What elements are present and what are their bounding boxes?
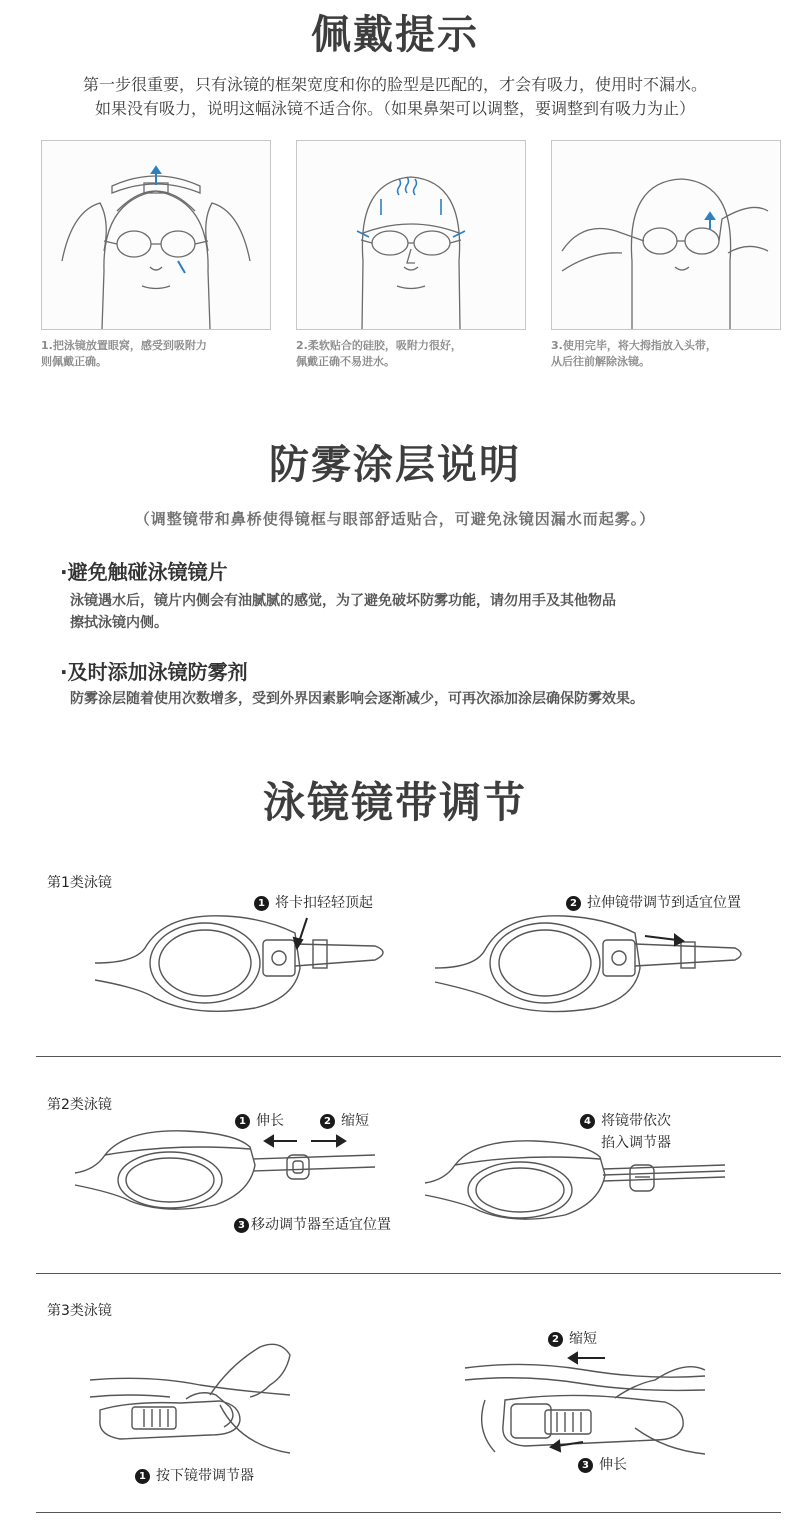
antifog-tip-2-heading: ·及时添加泳镜防雾剂 bbox=[60, 660, 248, 684]
type2-step1-text: 伸长 bbox=[256, 1113, 284, 1129]
type3-label: 第3类泳镜 bbox=[47, 1303, 112, 1319]
wearing-caption-3-line1: 3.使用完毕，将大拇指放入头带， bbox=[551, 339, 717, 352]
wearing-illustration-3 bbox=[551, 140, 781, 330]
step-number-badge: 1 bbox=[135, 1469, 150, 1484]
wearing-intro-line2: 如果没有吸力，说明这幅泳镜不适合你。（如果鼻架可以调整，要调整到有吸力为止） bbox=[94, 99, 695, 118]
type1-step2-text: 拉伸镜带调节到适宜位置 bbox=[587, 895, 741, 911]
step-number-badge: 2 bbox=[320, 1114, 335, 1129]
wearing-caption-2-line2: 佩戴正确不易进水。 bbox=[296, 355, 395, 368]
type1-goggle-right-icon bbox=[435, 908, 755, 1018]
wearing-caption-3 bbox=[551, 338, 779, 370]
antifog-subtitle: （调整镜带和鼻桥使得镜框与眼部舒适贴合，可避免泳镜因漏水而起雾。） bbox=[134, 510, 656, 528]
wearing-title: 佩戴提示 bbox=[311, 12, 479, 58]
wearing-caption-1-line2: 则佩戴正确。 bbox=[41, 355, 107, 368]
wearing-illustration-2 bbox=[296, 140, 526, 330]
antifog-tip-1-line2: 擦拭泳镜内侧。 bbox=[70, 615, 168, 631]
type3-step1-text: 按下镜带调节器 bbox=[156, 1468, 254, 1484]
type1-label: 第1类泳镜 bbox=[47, 875, 112, 891]
type2-goggle-left-icon bbox=[75, 1125, 375, 1215]
type2-label: 第2类泳镜 bbox=[47, 1097, 112, 1113]
step-number-badge: 1 bbox=[235, 1114, 250, 1129]
type2-step3 bbox=[234, 1214, 391, 1234]
type3-step2-text: 缩短 bbox=[569, 1331, 597, 1347]
step-number-badge: 3 bbox=[234, 1218, 249, 1233]
section-divider bbox=[36, 1056, 781, 1057]
wearing-caption-2-line1: 2.柔软贴合的硅胶，吸附力很好， bbox=[296, 339, 462, 352]
step-number-badge: 1 bbox=[254, 896, 269, 911]
type1-step1-text: 将卡扣轻轻顶起 bbox=[275, 895, 373, 911]
wearing-illustration-1 bbox=[41, 140, 271, 330]
antifog-tip-2-line1: 防雾涂层随着使用次数增多，受到外界因素影响会逐渐减少，可再次添加涂层确保防雾效果。 bbox=[70, 691, 644, 707]
antifog-title: 防雾涂层说明 bbox=[269, 442, 521, 488]
step-number-badge: 2 bbox=[548, 1332, 563, 1347]
remove-goggles-icon bbox=[552, 141, 780, 329]
wearing-intro-line1: 第一步很重要，只有泳镜的框架宽度和你的脸型是匹配的，才会有吸力，使用时不漏水。 bbox=[82, 75, 707, 94]
wearing-caption-2 bbox=[296, 338, 524, 370]
step-number-badge: 3 bbox=[578, 1458, 593, 1473]
antifog-tip-1-body bbox=[70, 590, 616, 634]
wearing-caption-1 bbox=[41, 338, 269, 370]
antifog-tip-1-heading: ·避免触碰泳镜镜片 bbox=[60, 560, 228, 584]
wearing-caption-1-line1: 1.把泳镜放置眼窝，感受到吸附力 bbox=[41, 339, 207, 352]
step-number-badge: 2 bbox=[566, 896, 581, 911]
wearing-caption-3-line2: 从后往前解除泳镜。 bbox=[551, 355, 650, 368]
type2-step3-text: 移动调节器至适宜位置 bbox=[251, 1217, 391, 1233]
strap-title: 泳镜镜带调节 bbox=[262, 778, 527, 827]
type3-step1 bbox=[135, 1465, 254, 1485]
face-with-cap-icon bbox=[297, 141, 525, 329]
type3-strap-right-icon bbox=[465, 1340, 715, 1460]
type2-step2-text: 缩短 bbox=[341, 1113, 369, 1129]
type2-step4-line1: 将镜带依次 bbox=[601, 1113, 671, 1129]
type2-step4-line2: 掐入调节器 bbox=[601, 1135, 671, 1151]
antifog-tip-2-body bbox=[70, 688, 644, 710]
type3-step3-text: 伸长 bbox=[599, 1457, 627, 1473]
section-divider bbox=[36, 1512, 781, 1513]
type1-goggle-left-icon bbox=[95, 908, 395, 1018]
face-with-goggles-icon bbox=[42, 141, 270, 329]
step-number-badge: 4 bbox=[580, 1114, 595, 1129]
antifog-tip-1-line1: 泳镜遇水后，镜片内侧会有油腻腻的感觉，为了避免破坏防雾功能，请勿用手及其他物品 bbox=[70, 593, 616, 609]
type2-goggle-right-icon bbox=[425, 1135, 735, 1225]
type3-strap-left-icon bbox=[90, 1335, 310, 1455]
section-divider bbox=[36, 1273, 781, 1274]
